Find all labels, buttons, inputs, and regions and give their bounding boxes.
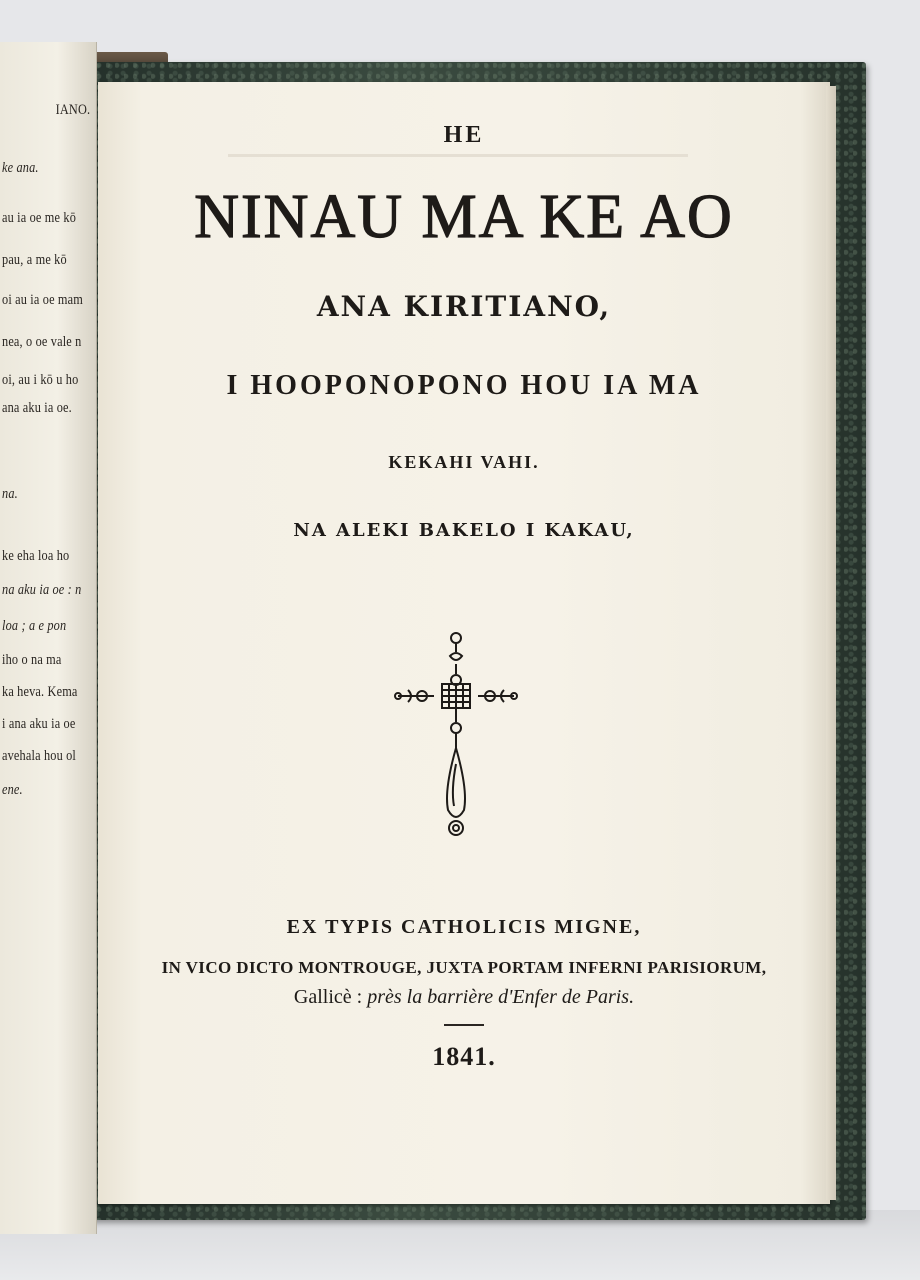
title-page bbox=[98, 82, 830, 1204]
left-page-line: oi, au i kō u ho bbox=[2, 372, 79, 388]
cross-ornament-icon bbox=[394, 630, 534, 840]
subtitle-line-1: ANA KIRITIANO, bbox=[316, 290, 612, 323]
title-word-he: HE bbox=[443, 122, 485, 148]
left-page-line: ke eha loa ho bbox=[2, 548, 70, 564]
left-page-line: ene. bbox=[2, 782, 23, 798]
left-page-line: ka heva. Kema bbox=[2, 684, 78, 700]
left-page-line: na aku ia oe : n bbox=[2, 582, 82, 598]
imprint-line-3-prefix: Gallicè : bbox=[293, 986, 363, 1008]
main-title: NINAU MA KE AO bbox=[194, 183, 734, 251]
subtitle-line-2: I HOOPONOPONO HOU IA MA bbox=[226, 370, 702, 401]
page-block-edge bbox=[826, 86, 836, 1200]
left-page-line: iho o na ma bbox=[2, 652, 62, 668]
left-page-line: nea, o oe vale n bbox=[2, 334, 82, 350]
subtitle-line-3: KEKAHI VAHI. bbox=[388, 452, 540, 472]
left-page-line: pau, a me kō bbox=[2, 252, 67, 268]
left-page-line: na. bbox=[2, 486, 18, 502]
show-through-texture bbox=[228, 154, 688, 167]
publication-year: 1841. bbox=[432, 1042, 496, 1071]
left-page-line: loa ; a e pon bbox=[2, 618, 67, 634]
left-page-line: IANO. bbox=[55, 102, 90, 118]
divider-rule bbox=[444, 1024, 484, 1026]
left-page-line: i ana aku ia oe bbox=[2, 716, 76, 732]
left-page-line: au ia oe me kō bbox=[2, 210, 77, 226]
author-line: NA ALEKI BAKELO I KAKAU, bbox=[293, 520, 635, 541]
imprint-line-3 bbox=[98, 986, 830, 1009]
left-page-line: avehala hou ol bbox=[2, 748, 77, 764]
left-page-line: ke ana. bbox=[2, 160, 39, 176]
left-page-line: ana aku ia oe. bbox=[2, 400, 72, 416]
left-page-line: oi au ia oe mam bbox=[2, 292, 84, 308]
left-facing-page bbox=[0, 42, 97, 1234]
table-surface bbox=[0, 1210, 920, 1280]
imprint-line-1: EX TYPIS CATHOLICIS MIGNE, bbox=[286, 916, 642, 938]
imprint-line-2: IN VICO DICTO MONTROUGE, JUXTA PORTAM INFERNI PARISIORUM, bbox=[161, 958, 767, 977]
imprint-line-3-italic: près la barrière d'Enfer de Paris. bbox=[367, 986, 635, 1008]
